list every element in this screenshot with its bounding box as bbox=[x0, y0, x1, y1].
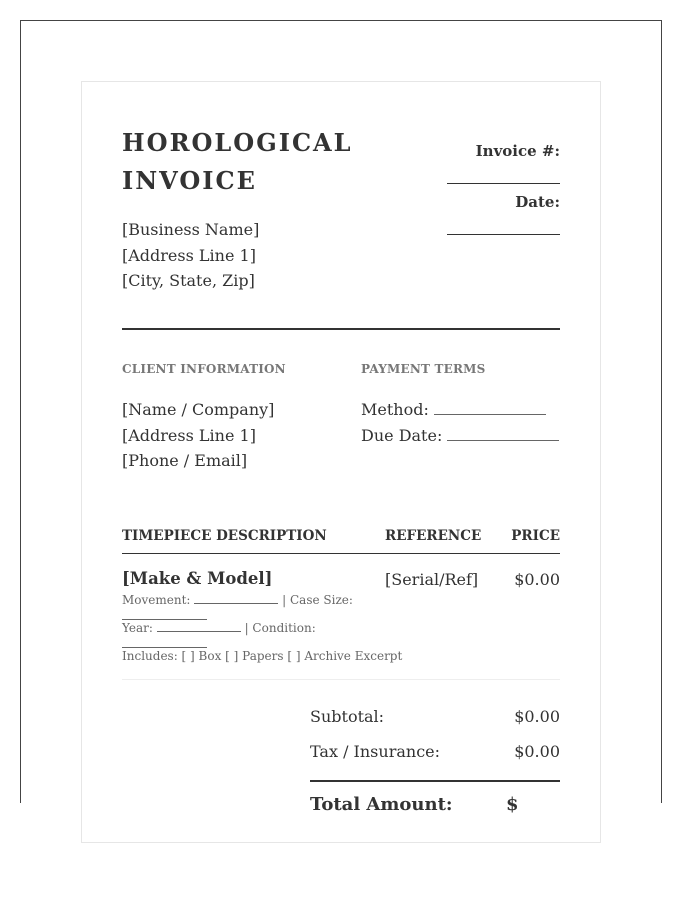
payment-info bbox=[361, 397, 559, 448]
title-line-2: INVOICE bbox=[122, 166, 257, 195]
item-movement-line bbox=[122, 593, 353, 607]
case-size-label: | Case Size: bbox=[282, 593, 353, 607]
subtotal-value: $0.00 bbox=[514, 707, 560, 726]
total-label: Total Amount: bbox=[310, 794, 453, 815]
item-year-line bbox=[122, 621, 316, 635]
business-info bbox=[122, 217, 259, 294]
item-price: $0.00 bbox=[514, 570, 560, 589]
row-divider bbox=[122, 679, 560, 680]
invoice-number-label: Invoice #: bbox=[475, 142, 560, 160]
movement-field[interactable] bbox=[194, 594, 278, 604]
client-address: [Address Line 1] bbox=[122, 425, 256, 445]
invoice-number-field[interactable] bbox=[447, 183, 560, 184]
header-divider bbox=[122, 328, 560, 330]
business-city: [City, State, Zip] bbox=[122, 271, 255, 290]
payment-due-label: Due Date: bbox=[361, 425, 443, 445]
payment-due-field[interactable] bbox=[447, 431, 559, 441]
column-header-reference: REFERENCE bbox=[385, 528, 482, 544]
payment-method-label: Method: bbox=[361, 400, 429, 419]
totals-divider bbox=[310, 780, 560, 782]
year-field[interactable] bbox=[157, 622, 241, 632]
column-header-price: PRICE bbox=[511, 528, 560, 544]
column-header-description: TIMEPIECE DESCRIPTION bbox=[122, 528, 327, 544]
year-label: Year: bbox=[122, 621, 153, 635]
business-name: [Business Name] bbox=[122, 220, 260, 239]
business-address: [Address Line 1] bbox=[122, 245, 256, 265]
condition-label: | Condition: bbox=[244, 621, 316, 635]
item-title: [Make & Model] bbox=[122, 569, 273, 588]
invoice-page bbox=[81, 81, 601, 843]
invoice-title bbox=[122, 124, 353, 200]
tax-label: Tax / Insurance: bbox=[310, 742, 441, 761]
condition-field[interactable] bbox=[122, 647, 207, 648]
date-field[interactable] bbox=[447, 234, 560, 235]
payment-due bbox=[361, 423, 559, 449]
title-line-1: HOROLOGICAL bbox=[122, 128, 353, 157]
table-header-divider bbox=[122, 553, 560, 554]
payment-heading: PAYMENT TERMS bbox=[361, 362, 486, 376]
client-name: [Name / Company] bbox=[122, 400, 275, 419]
item-includes: Includes: [ ] Box [ ] Papers [ ] Archive Excerpt bbox=[122, 649, 403, 663]
item-reference: [Serial/Ref] bbox=[385, 570, 479, 589]
client-contact: [Phone / Email] bbox=[122, 451, 248, 470]
client-heading: CLIENT INFORMATION bbox=[122, 362, 286, 376]
document-frame bbox=[20, 20, 662, 815]
date-label: Date: bbox=[515, 193, 560, 211]
total-value: $ bbox=[506, 794, 519, 815]
subtotal-label: Subtotal: bbox=[310, 707, 385, 726]
client-info bbox=[122, 397, 274, 474]
payment-method bbox=[361, 397, 559, 423]
movement-label: Movement: bbox=[122, 593, 191, 607]
case-size-field[interactable] bbox=[122, 619, 207, 620]
payment-method-field[interactable] bbox=[434, 405, 546, 415]
tax-value: $0.00 bbox=[514, 742, 560, 761]
